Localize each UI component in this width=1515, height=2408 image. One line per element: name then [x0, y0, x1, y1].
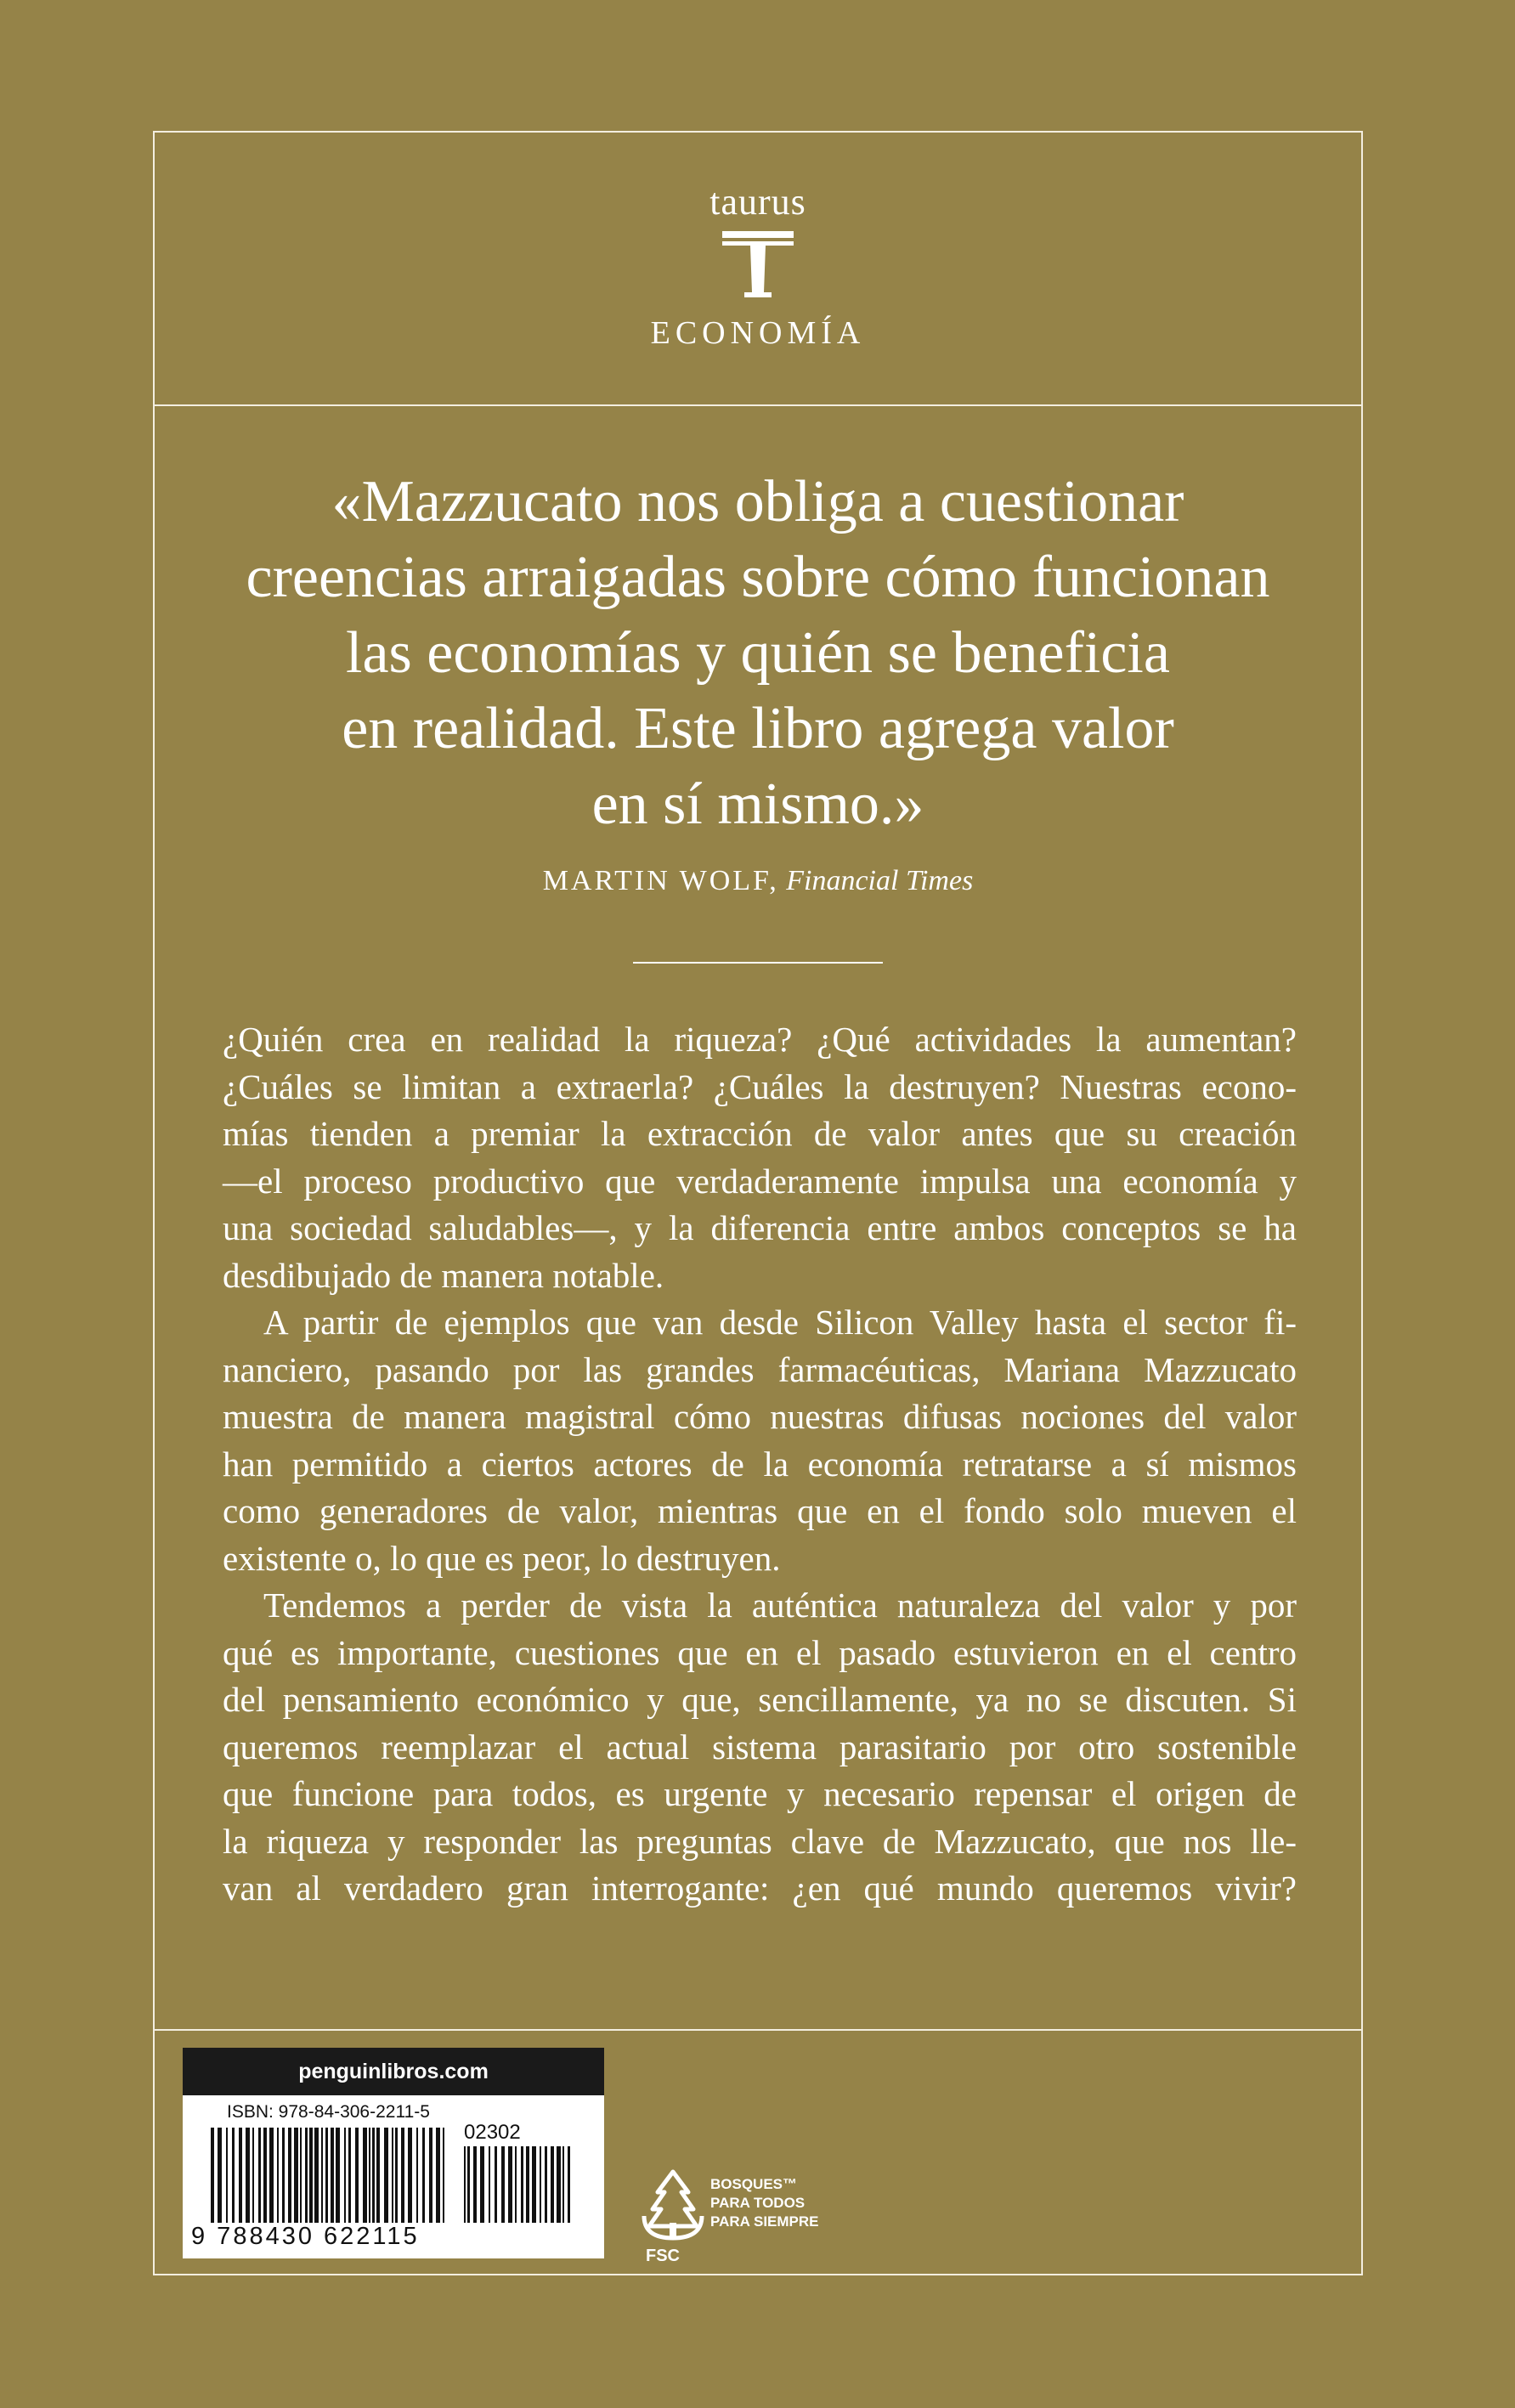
barcode-bar	[252, 2128, 254, 2223]
price-code: 02302	[464, 2121, 521, 2144]
barcode-bar	[568, 2146, 570, 2223]
barcode-bar	[392, 2128, 393, 2223]
barcode-bar	[348, 2128, 351, 2223]
barcode-bar	[416, 2128, 418, 2223]
barcode-bar	[408, 2128, 412, 2223]
barcode-bar	[501, 2146, 505, 2223]
barcode-bar	[526, 2146, 529, 2223]
barcode-bar	[540, 2146, 541, 2223]
barcode-bar	[336, 2128, 340, 2223]
fsc-tagline	[710, 2175, 819, 2231]
barcode-bar	[551, 2146, 554, 2223]
barcode-bar	[436, 2128, 440, 2223]
barcode-bar	[305, 2128, 308, 2223]
synopsis-line: ¿Cuáles se limitan a extraerla? ¿Cuáles la destruyen? Nuestras econo-	[223, 1066, 1297, 1106]
barcode-bar	[467, 2146, 470, 2223]
barcode-panel	[183, 2048, 604, 2258]
cover-frame	[153, 131, 1363, 2275]
barcode-bar	[384, 2128, 388, 2223]
synopsis-line: como generadores de valor, mientras que en el fondo solo mueven el	[223, 1491, 1297, 1530]
quote-line: creencias arraigadas sobre cómo funcionan	[246, 545, 1270, 610]
barcode-bar	[258, 2128, 261, 2223]
footer-divider	[155, 2029, 1361, 2031]
quote-line: en realidad. Este libro agrega valor	[342, 696, 1174, 761]
isbn-digits: 9 788430 622115	[191, 2223, 420, 2250]
barcode-bar	[294, 2128, 298, 2223]
barcode-bar	[401, 2128, 404, 2223]
synopsis-line: queremos reemplazar el actual sistema parasitario por otro sostenible	[223, 1727, 1297, 1766]
barcode-bar	[422, 2128, 425, 2223]
fsc-tree-icon	[639, 2167, 707, 2245]
quote-attribution	[155, 865, 1361, 897]
barcode-bar	[263, 2128, 267, 2223]
barcode-bar	[480, 2146, 484, 2223]
barcode-bar	[376, 2128, 380, 2223]
publisher-name: taurus	[709, 181, 806, 223]
synopsis-line: —el proceso productivo que verdaderamente impulsa una economía y	[223, 1161, 1297, 1201]
barcode-bar	[277, 2128, 279, 2223]
fsc-line: BOSQUES™	[710, 2176, 798, 2192]
synopsis-line: qué es importante, cuestiones que en el pasado estuvieron en el centro	[223, 1632, 1297, 1672]
synopsis-line: desdibujado de manera notable.	[223, 1255, 664, 1295]
quote-source: Financial Times	[786, 865, 974, 896]
barcode-bar	[363, 2128, 367, 2223]
quote-line: «Mazzucato nos obliga a cuestionar	[331, 469, 1184, 534]
header-divider	[155, 404, 1361, 406]
barcode-bar	[372, 2128, 375, 2223]
barcode-bar	[369, 2128, 370, 2223]
barcode-bar	[288, 2128, 291, 2223]
barcode-bar	[508, 2146, 512, 2223]
barcode-bar	[309, 2128, 313, 2223]
barcode-bar	[545, 2146, 547, 2223]
barcode-bar	[325, 2128, 328, 2223]
fsc-line: PARA SIEMPRE	[710, 2213, 819, 2230]
barcode-bar	[464, 2146, 466, 2223]
synopsis-line: han permitido a ciertos actores de la economía retratarse a sí mismos	[223, 1444, 1297, 1484]
barcode-bar	[521, 2146, 523, 2223]
fsc-line: PARA TODOS	[710, 2195, 806, 2211]
synopsis-line: muestra de manera magistral cómo nuestras difusas nociones del valor	[223, 1397, 1297, 1436]
series-name: ECONOMÍA	[650, 315, 866, 351]
quote-line: en sí mismo.»	[591, 772, 924, 837]
synopsis-line: A partir de ejemplos que van desde Silicon Valley hasta el sector fi-	[263, 1303, 1297, 1342]
synopsis-line: Tendemos a perder de vista la auténtica naturaleza del valor y por	[263, 1586, 1297, 1625]
isbn-label: ISBN: 978-84-306-2211-5	[227, 2102, 430, 2122]
barcode-bar	[473, 2146, 477, 2223]
synopsis-line: van al verdadero gran interrogante: ¿en qué mundo queremos vivir?	[223, 1868, 1297, 1908]
addon-barcode-icon	[464, 2146, 574, 2223]
barcode-bar	[557, 2146, 561, 2223]
barcode-bar	[218, 2128, 222, 2223]
barcode-bar	[443, 2128, 444, 2223]
barcode-bar	[239, 2128, 242, 2223]
barcode-bar	[429, 2128, 432, 2223]
barcode-bar	[495, 2146, 497, 2223]
taurus-t-logo-icon	[722, 231, 794, 299]
barcode-bar	[300, 2128, 302, 2223]
publisher-website: penguinlibros.com	[183, 2048, 604, 2095]
barcode-bar	[314, 2128, 319, 2223]
synopsis-line: del pensamiento económico y que, sencillamente, ya no se discuten. Si	[223, 1680, 1297, 1719]
synopsis-line: nanciero, pasando por las grandes farmacéuticas, Mariana Mazzucato	[223, 1349, 1297, 1389]
barcode-bar	[269, 2128, 274, 2223]
synopsis-line: que funcione para todos, es urgente y necesario repensar el origen de	[223, 1774, 1297, 1813]
barcode-bar	[232, 2128, 235, 2223]
synopsis-line: una sociedad saludables—, y la diferencia entre ambos conceptos se ha	[223, 1208, 1297, 1247]
synopsis-line: existente o, lo que es peor, lo destruyen.	[223, 1538, 781, 1578]
barcode-bar	[246, 2128, 250, 2223]
barcode-bar	[344, 2128, 346, 2223]
barcode-bar	[515, 2146, 517, 2223]
barcode-bar	[211, 2128, 214, 2223]
barcode-bar	[562, 2146, 564, 2223]
barcode-bar	[489, 2146, 490, 2223]
quote-author: MARTIN WOLF,	[542, 865, 779, 896]
barcode-bar	[532, 2146, 536, 2223]
fsc-mark	[639, 2167, 860, 2277]
barcode-bar	[395, 2128, 398, 2223]
barcode-bar	[355, 2128, 359, 2223]
blurb-quote	[155, 464, 1361, 842]
quote-line: las economías y quién se beneficia	[346, 620, 1170, 686]
synopsis	[223, 1016, 1297, 1913]
barcode-bar	[321, 2128, 323, 2223]
synopsis-line: mías tienden a premiar la extracción de valor antes que su creación	[223, 1114, 1297, 1153]
barcode-bar	[282, 2128, 285, 2223]
quote-rule	[633, 962, 883, 964]
barcode-bar	[331, 2128, 334, 2223]
barcode-bar	[226, 2128, 228, 2223]
isbn-barcode-icon	[211, 2128, 449, 2223]
synopsis-line: ¿Quién crea en realidad la riqueza? ¿Qué actividades la aumentan?	[223, 1020, 1297, 1059]
synopsis-line: la riqueza y responder las preguntas clave de Mazzucato, que nos lle-	[223, 1821, 1297, 1861]
fsc-label: FSC	[646, 2247, 680, 2265]
